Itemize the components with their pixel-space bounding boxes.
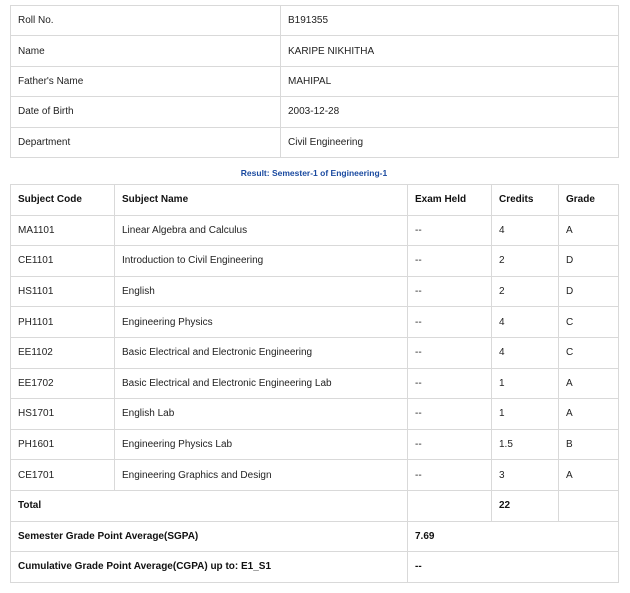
exam-held-cell: --: [408, 337, 492, 368]
roll-value: B191355: [281, 6, 619, 36]
exam-held-cell: --: [408, 399, 492, 430]
subject-code-cell: EE1702: [11, 368, 115, 399]
header-subject-code: Subject Code: [11, 185, 115, 216]
exam-held-cell: --: [408, 215, 492, 246]
total-credits: 22: [492, 490, 559, 521]
department-label: Department: [11, 127, 281, 157]
info-row-father: [11, 66, 619, 96]
father-label: Father's Name: [11, 66, 281, 96]
credits-cell: 2: [492, 276, 559, 307]
father-value: MAHIPAL: [281, 66, 619, 96]
exam-held-cell: --: [408, 368, 492, 399]
grade-cell: A: [559, 215, 619, 246]
total-label: Total: [11, 490, 408, 521]
subject-code-cell: HS1101: [11, 276, 115, 307]
subject-code-cell: HS1701: [11, 399, 115, 430]
dob-label: Date of Birth: [11, 97, 281, 127]
info-row-name: [11, 36, 619, 66]
results-body: [11, 215, 619, 490]
student-info-table: [10, 5, 619, 158]
grade-cell: C: [559, 307, 619, 338]
roll-label: Roll No.: [11, 6, 281, 36]
credits-cell: 3: [492, 460, 559, 491]
header-subject-name: Subject Name: [115, 185, 408, 216]
total-row: [11, 490, 619, 521]
table-row: [11, 246, 619, 277]
table-row: [11, 399, 619, 430]
grade-cell: D: [559, 276, 619, 307]
sgpa-value: 7.69: [408, 521, 619, 552]
table-row: [11, 307, 619, 338]
table-row: [11, 215, 619, 246]
table-row: [11, 337, 619, 368]
grade-cell: D: [559, 246, 619, 277]
credits-cell: 1.5: [492, 429, 559, 460]
exam-held-cell: --: [408, 276, 492, 307]
info-row-roll: [11, 6, 619, 36]
credits-cell: 1: [492, 368, 559, 399]
exam-held-cell: --: [408, 307, 492, 338]
grade-cell: A: [559, 399, 619, 430]
result-title: Result: Semester-1 of Engineering-1: [240, 168, 388, 178]
subject-name-cell: Engineering Physics Lab: [115, 429, 408, 460]
info-row-dob: [11, 97, 619, 127]
subject-name-cell: Basic Electrical and Electronic Engineering Lab: [115, 368, 408, 399]
credits-cell: 1: [492, 399, 559, 430]
name-label: Name: [11, 36, 281, 66]
subject-name-cell: Engineering Physics: [115, 307, 408, 338]
subject-name-cell: Introduction to Civil Engineering: [115, 246, 408, 277]
total-grade: [559, 490, 619, 521]
total-exam-held: [408, 490, 492, 521]
results-table: [10, 184, 619, 583]
exam-held-cell: --: [408, 460, 492, 491]
results-header-row: [11, 185, 619, 216]
name-value: KARIPE NIKHITHA: [281, 36, 619, 66]
dob-value: 2003-12-28: [281, 97, 619, 127]
subject-code-cell: PH1101: [11, 307, 115, 338]
credits-cell: 4: [492, 307, 559, 338]
subject-name-cell: Basic Electrical and Electronic Engineering: [115, 337, 408, 368]
grade-cell: A: [559, 368, 619, 399]
subject-name-cell: English: [115, 276, 408, 307]
credits-cell: 4: [492, 337, 559, 368]
subject-name-cell: Linear Algebra and Calculus: [115, 215, 408, 246]
credits-cell: 4: [492, 215, 559, 246]
cgpa-label: Cumulative Grade Point Average(CGPA) up to: E1_S1: [11, 552, 408, 583]
subject-code-cell: CE1101: [11, 246, 115, 277]
subject-code-cell: EE1102: [11, 337, 115, 368]
header-exam-held: Exam Held: [408, 185, 492, 216]
table-row: [11, 276, 619, 307]
department-value: Civil Engineering: [281, 127, 619, 157]
header-credits: Credits: [492, 185, 559, 216]
table-row: [11, 368, 619, 399]
subject-code-cell: PH1601: [11, 429, 115, 460]
info-row-department: [11, 127, 619, 157]
exam-held-cell: --: [408, 246, 492, 277]
sgpa-label: Semester Grade Point Average(SGPA): [11, 521, 408, 552]
exam-held-cell: --: [408, 429, 492, 460]
grade-cell: B: [559, 429, 619, 460]
subject-code-cell: CE1701: [11, 460, 115, 491]
header-grade: Grade: [559, 185, 619, 216]
table-row: [11, 460, 619, 491]
credits-cell: 2: [492, 246, 559, 277]
subject-name-cell: English Lab: [115, 399, 408, 430]
grade-cell: A: [559, 460, 619, 491]
cgpa-value: --: [408, 552, 619, 583]
subject-code-cell: MA1101: [11, 215, 115, 246]
subject-name-cell: Engineering Graphics and Design: [115, 460, 408, 491]
grade-cell: C: [559, 337, 619, 368]
cgpa-row: [11, 552, 619, 583]
table-row: [11, 429, 619, 460]
sgpa-row: [11, 521, 619, 552]
